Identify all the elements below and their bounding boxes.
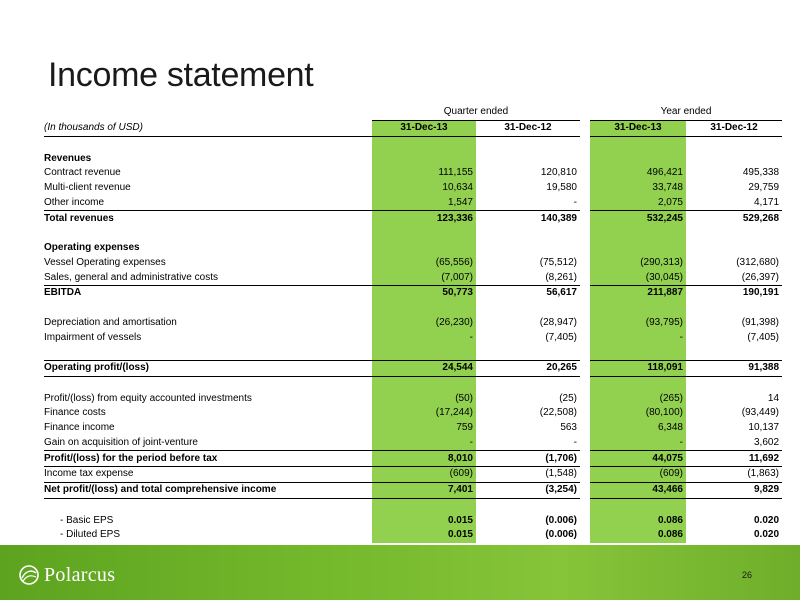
cell-y13: 2,075	[590, 196, 686, 211]
spacer-row	[44, 345, 782, 360]
cell-y13: 532,245	[590, 211, 686, 226]
col-header-y-2013: 31-Dec-13	[590, 120, 686, 136]
cell-q12: 19,580	[546, 182, 577, 194]
row-label: - Basic EPS	[60, 514, 114, 526]
row-label: Vessel Operating expenses	[44, 256, 166, 268]
polarcus-logo-icon	[18, 564, 40, 586]
cell-y12: 0.020	[753, 529, 780, 541]
group-header-row	[44, 105, 782, 120]
column-header-row	[44, 120, 782, 136]
table-row	[44, 528, 782, 543]
table-row	[44, 330, 782, 345]
cell-q13: 24,544	[372, 360, 476, 376]
cell-q13: 759	[372, 421, 476, 436]
cell-q12: (1,548)	[476, 467, 580, 483]
spacer-row	[44, 226, 782, 241]
cell-q13: 123,336	[372, 211, 476, 226]
cell-q12: (0.006)	[545, 529, 577, 541]
cell-y12: (26,397)	[741, 271, 780, 283]
cell-y12: (91,398)	[741, 316, 780, 328]
cell-q12: 20,265	[476, 360, 580, 376]
col-header-q-2012: 31-Dec-12	[476, 120, 580, 136]
cell-y13: 33,748	[590, 181, 686, 196]
spacer-row	[44, 136, 782, 151]
table-row	[44, 316, 782, 331]
cell-q13: 7,401	[372, 482, 476, 498]
row-label: Total revenues	[44, 211, 372, 226]
income-statement-table	[44, 105, 782, 543]
cell-q13: (65,556)	[372, 256, 476, 271]
row-label: Contract revenue	[44, 167, 121, 179]
cell-q13: (7,007)	[372, 270, 476, 285]
row-label: Depreciation and amortisation	[44, 316, 177, 328]
cell-q12: (75,512)	[539, 256, 577, 268]
row-label: Operating expenses	[44, 242, 140, 254]
cell-q12: 120,810	[540, 167, 577, 179]
cell-q12: (0.006)	[545, 514, 577, 526]
cell-q13: 1,547	[372, 196, 476, 211]
row-label: Finance costs	[44, 407, 106, 419]
cell-y12: 4,171	[753, 196, 780, 208]
brand-logo	[18, 562, 115, 588]
cell-q12: 563	[560, 422, 577, 434]
cell-y13: 0.086	[590, 513, 686, 528]
cell-q13: -	[372, 330, 476, 345]
cell-q12: (8,261)	[545, 271, 577, 283]
page-title: Income statement	[48, 56, 314, 94]
cell-q13: (26,230)	[372, 316, 476, 331]
table-row	[44, 151, 782, 166]
table-row	[44, 270, 782, 285]
row-label: Profit/(loss) from equity accounted investments	[44, 392, 252, 404]
table-row-total	[44, 286, 782, 301]
cell-q13: 111,155	[372, 166, 476, 181]
table-row	[44, 421, 782, 436]
page-number: 26	[741, 570, 752, 580]
cell-y13: 0.086	[590, 528, 686, 543]
row-label: Revenues	[44, 152, 92, 164]
cell-q13: 50,773	[372, 286, 476, 301]
cell-q12: 56,617	[476, 286, 580, 301]
cell-q12: -	[573, 196, 577, 208]
table-row-total	[44, 360, 782, 376]
cell-y13: (290,313)	[590, 256, 686, 271]
cell-y12: 11,692	[686, 451, 782, 467]
cell-y13: 496,421	[590, 166, 686, 181]
cell-q13: -	[372, 436, 476, 451]
row-label: Net profit/(loss) and total comprehensive income	[44, 482, 372, 498]
cell-q12: (3,254)	[476, 482, 580, 498]
spacer-row	[44, 301, 782, 316]
cell-y12: 495,338	[742, 167, 780, 179]
cell-q13: 10,634	[372, 181, 476, 196]
table-row	[44, 406, 782, 421]
row-label: Multi-client revenue	[44, 182, 131, 194]
table-row-total	[44, 211, 782, 226]
cell-y12: 0.020	[753, 514, 780, 526]
spacer-row	[44, 498, 782, 513]
table-row	[44, 241, 782, 256]
cell-q12: (1,706)	[476, 451, 580, 467]
cell-q12: (28,947)	[539, 316, 577, 328]
row-label: - Diluted EPS	[60, 529, 121, 541]
cell-y12: 29,759	[748, 182, 780, 194]
cell-y13: -	[590, 436, 686, 451]
cell-q12: 140,389	[476, 211, 580, 226]
cell-y13: 43,466	[590, 482, 686, 498]
cell-y12: 529,268	[686, 211, 782, 226]
cell-q13: 0.015	[372, 528, 476, 543]
cell-y13: 6,348	[590, 421, 686, 436]
cell-q12: (25)	[559, 392, 577, 404]
cell-y13: -	[590, 330, 686, 345]
table-row	[44, 256, 782, 271]
row-label: Income tax expense	[44, 467, 372, 483]
cell-y12: 14	[767, 392, 780, 404]
table-row	[44, 436, 782, 451]
cell-y13: (30,045)	[590, 270, 686, 285]
cell-y12: (93,449)	[741, 407, 780, 419]
table-row	[44, 467, 782, 483]
cell-y12: 190,191	[686, 286, 782, 301]
table-row	[44, 391, 782, 406]
cell-y13: 44,075	[590, 451, 686, 467]
cell-y12: 10,137	[748, 422, 780, 434]
spacer-row	[44, 376, 782, 391]
cell-y12: (1,863)	[686, 467, 782, 483]
table-row-total	[44, 451, 782, 467]
col-header-y-2012: 31-Dec-12	[686, 120, 782, 136]
row-label: Finance income	[44, 422, 115, 434]
cell-q13: 8,010	[372, 451, 476, 467]
col-header-q-2013: 31-Dec-13	[372, 120, 476, 136]
cell-y12: 91,388	[686, 360, 782, 376]
cell-q13: (17,244)	[372, 406, 476, 421]
cell-y12: 9,829	[686, 482, 782, 498]
row-label: Other income	[44, 196, 105, 208]
units-label: (In thousands of USD)	[44, 120, 372, 136]
row-label: EBITDA	[44, 286, 372, 301]
cell-y13: (609)	[590, 467, 686, 483]
cell-q12: (7,405)	[545, 331, 577, 343]
table-row	[44, 181, 782, 196]
table-row	[44, 196, 782, 211]
brand-name: Polarcus	[44, 563, 116, 586]
footer-bar	[0, 545, 800, 600]
row-label: Operating profit/(loss)	[44, 360, 372, 376]
cell-q12: -	[476, 436, 580, 451]
table-row	[44, 513, 782, 528]
table-row-total	[44, 482, 782, 498]
cell-y12: (312,680)	[736, 256, 780, 268]
row-label: Profit/(loss) for the period before tax	[44, 451, 372, 467]
cell-y13: (265)	[590, 391, 686, 406]
cell-y12: 3,602	[686, 436, 782, 451]
row-label: Gain on acquisition of joint-venture	[44, 436, 372, 451]
cell-q12: (22,508)	[539, 407, 577, 419]
cell-q13: (50)	[372, 391, 476, 406]
row-label: Sales, general and administrative costs	[44, 271, 218, 283]
cell-y13: (93,795)	[590, 316, 686, 331]
table-row	[44, 166, 782, 181]
cell-y12: (7,405)	[747, 331, 780, 343]
group-year-ended: Year ended	[590, 105, 782, 120]
cell-y13: (80,100)	[590, 406, 686, 421]
cell-q13: (609)	[372, 467, 476, 483]
cell-y13: 211,887	[590, 286, 686, 301]
row-label: Impairment of vessels	[44, 331, 142, 343]
group-quarter-ended: Quarter ended	[372, 105, 580, 120]
cell-y13: 118,091	[590, 360, 686, 376]
cell-q13: 0.015	[372, 513, 476, 528]
